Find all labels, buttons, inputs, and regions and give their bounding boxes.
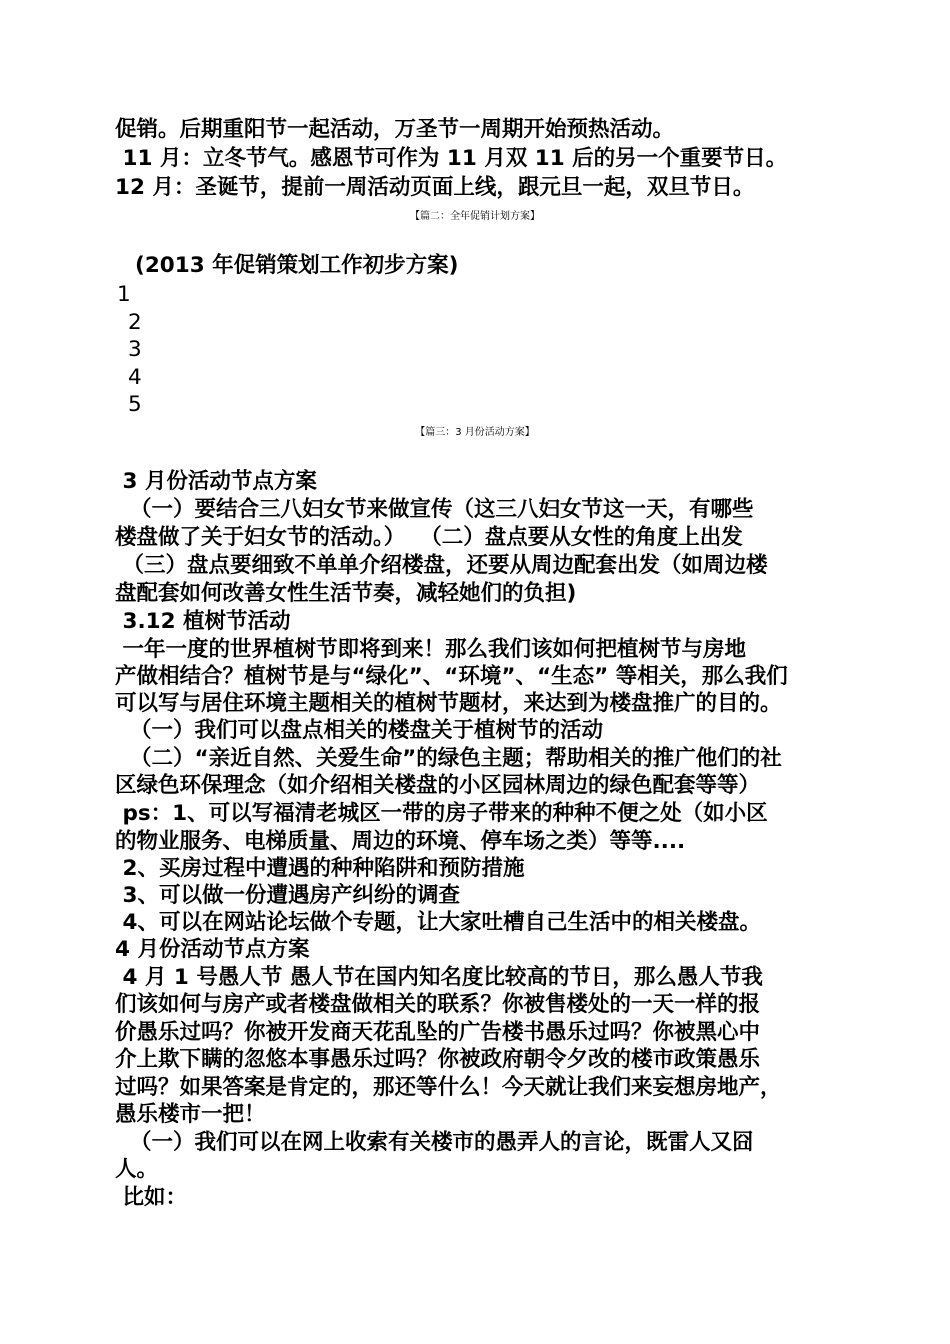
body-line-3: 楼盘做了关于妇女节的活动。） （二）盘点要从女性的角度上出发 [115, 525, 743, 550]
plan-title: (2013 年促销策划工作初步方案) [135, 253, 459, 278]
plan-item-2: 2 [128, 310, 142, 335]
section-heading-3: 【篇三：3 月份活动方案】 [415, 427, 535, 438]
text-line-3: 12 月：圣诞节，提前一周活动页面上线，跟元旦一起，双旦节日。 [115, 175, 755, 200]
body-line-13: ps：1、可以写福清老城区一带的房子带来的种种不便之处（如小区 [115, 801, 768, 826]
body-line-11: （二）“亲近自然、关爱生命”的绿色主题；帮助相关的推广他们的社 [115, 746, 782, 771]
body-line-16: 3、可以做一份遭遇房产纠纷的调查 [115, 883, 460, 908]
body-line-10: （一）我们可以盘点相关的楼盘关于植树节的活动 [115, 718, 603, 743]
body-line-15: 2、买房过程中遭遇的种种陷阱和预防措施 [115, 856, 525, 881]
plan-item-4: 4 [128, 365, 142, 390]
body-line-27: 比如： [115, 1185, 187, 1210]
body-line-20: 们该如何与房产或者楼盘做相关的联系？你被售楼处的一天一样的报 [115, 992, 761, 1017]
body-line-17: 4、可以在网站论坛做个专题，让大家吐槽自己生活中的相关楼盘。 [115, 910, 761, 935]
body-line-12: 区绿色环保理念（如介绍相关楼盘的小区园林周边的绿色配套等等） [115, 773, 761, 798]
body-line-24: 愚乐楼市一把！ [115, 1102, 266, 1127]
plan-item-1: 1 [117, 282, 131, 307]
plan-item-3: 3 [128, 337, 142, 362]
plan-item-5: 5 [128, 392, 142, 417]
body-line-1: 3 月份活动节点方案 [115, 469, 317, 494]
body-line-14: 的物业服务、电梯质量、周边的环境、停车场之类）等等.... [115, 829, 686, 854]
body-line-22: 介上欺下瞒的忽悠本事愚乐过吗？你被政府朝令夕改的楼市政策愚乐 [115, 1047, 761, 1072]
text-line-1: 促销。后期重阳节一起活动，万圣节一周期开始预热活动。 [115, 117, 675, 142]
body-line-9: 可以写与居住环境主题相关的植树节题材，来达到为楼盘推广的目的。 [115, 691, 782, 716]
body-line-7: 一年一度的世界植树节即将到来！那么我们该如何把植树节与房地 [115, 637, 746, 662]
body-line-19: 4 月 1 号愚人节 愚人节在国内知名度比较高的节日，那么愚人节我 [115, 965, 763, 990]
text-line-2: 11 月：立冬节气。感恩节可作为 11 月双 11 后的另一个重要节日。 [115, 146, 788, 171]
section-heading-2: 【篇二：全年促销计划方案】 [410, 211, 540, 222]
body-line-5: 盘配套如何改善女性生活节奏，减轻她们的负担) [115, 581, 577, 606]
body-line-6: 3.12 植树节活动 [115, 609, 291, 634]
body-line-26: 人。 [115, 1157, 159, 1182]
body-line-25: （一）我们可以在网上收索有关楼市的愚弄人的言论，既雷人又囧 [115, 1130, 754, 1155]
body-line-4: （三）盘点要细致不单单介绍楼盘，还要从周边配套出发（如周边楼 [115, 553, 768, 578]
body-line-2: （一）要结合三八妇女节来做宣传（这三八妇女节这一天，有哪些 [115, 497, 754, 522]
body-line-21: 价愚乐过吗？你被开发商天花乱坠的广告楼书愚乐过吗？你被黑心中 [115, 1020, 761, 1045]
body-line-23: 过吗？如果答案是肯定的，那还等什么！今天就让我们来妄想房地产， [115, 1075, 782, 1100]
body-line-18: 4 月份活动节点方案 [115, 937, 310, 962]
body-line-8: 产做相结合？植树节是与“绿化”、“环境”、“生态” 等相关，那么我们 [115, 664, 788, 689]
